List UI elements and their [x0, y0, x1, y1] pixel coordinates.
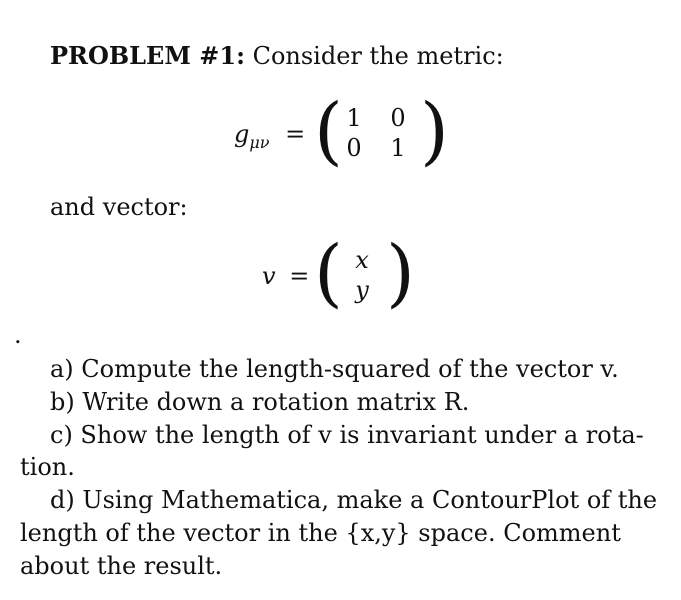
- metric-indices: μν: [249, 133, 270, 152]
- metric-cell-10: 0: [346, 134, 362, 162]
- part-a: a) Compute the length-squared of the vector v.: [50, 355, 619, 383]
- metric-cell-01: 0: [390, 104, 406, 132]
- vector-left-paren: (: [314, 230, 343, 316]
- vector-equals: =: [289, 262, 310, 290]
- problem-intro: Consider the metric:: [252, 42, 504, 70]
- part-d-line1: d) Using Mathematica, make a ContourPlot of the: [50, 486, 658, 514]
- vector-symbol: v: [262, 262, 276, 290]
- metric-lhs: [234, 119, 305, 158]
- vector-right-paren: ): [386, 230, 415, 316]
- part-c-line2: tion.: [20, 453, 75, 481]
- metric-equals: =: [285, 120, 306, 148]
- stray-period: .: [14, 321, 22, 349]
- problem-heading: [50, 41, 504, 71]
- problem-label: PROBLEM #1:: [50, 41, 245, 70]
- part-c-line1: c) Show the length of v is invariant under a rota-: [50, 421, 644, 449]
- metric-cell-11: 1: [390, 134, 406, 162]
- metric-right-paren: ): [420, 88, 449, 174]
- vector-equation: [262, 230, 422, 317]
- part-d-line2: length of the vector in the {x,y} space. Comment: [20, 519, 621, 547]
- metric-symbol: g: [234, 120, 250, 148]
- metric-cell-00: 1: [346, 104, 362, 132]
- vector-entry-x: x: [355, 246, 369, 274]
- vector-entry-y: y: [355, 276, 369, 304]
- metric-left-paren: (: [314, 88, 343, 174]
- metric-equation: [234, 88, 449, 175]
- part-d-line3: about the result.: [20, 552, 223, 580]
- part-b: b) Write down a rotation matrix R.: [50, 388, 470, 416]
- vector-intro: and vector:: [50, 193, 188, 221]
- vector-lhs: [262, 261, 309, 291]
